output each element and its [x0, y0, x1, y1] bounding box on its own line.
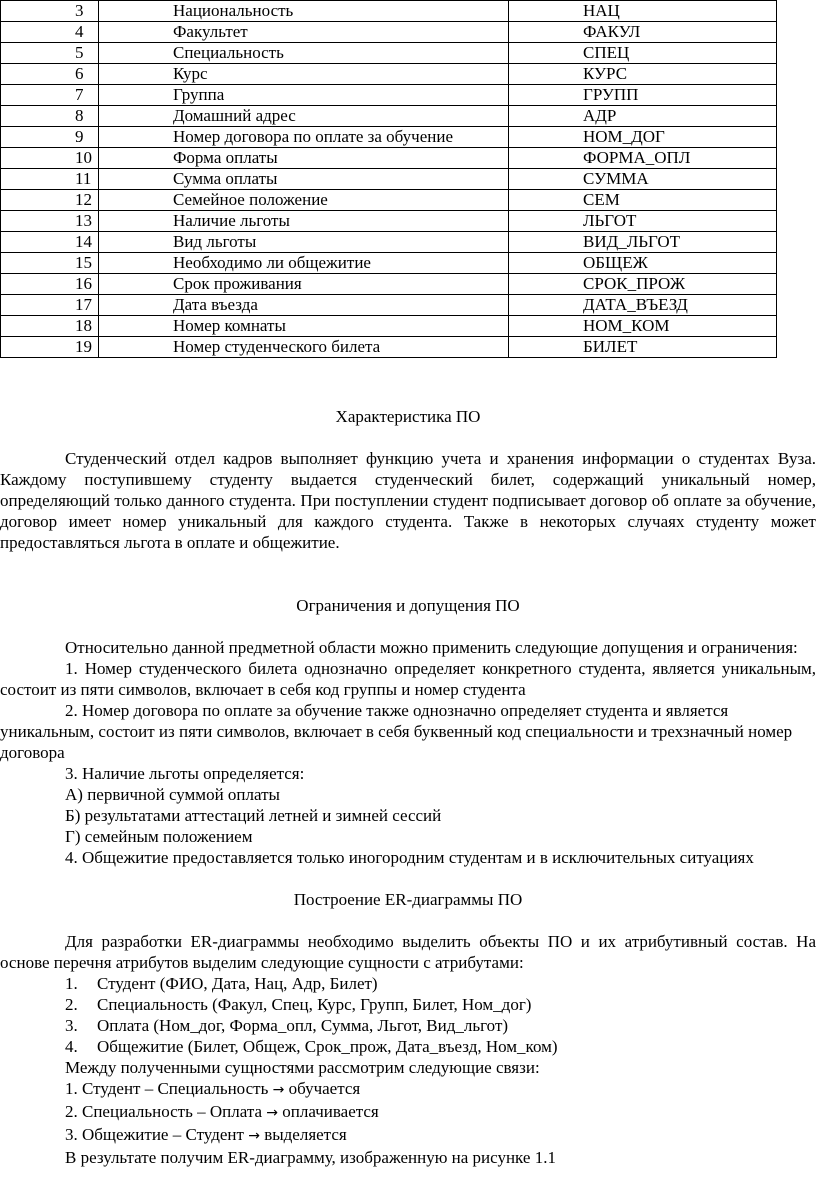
relation-item: 2. Специальность – Оплата → оплачивается [65, 1102, 379, 1121]
attribute-name-cell: Необходимо ли общежитие [99, 253, 509, 274]
constraints-intro: Относительно данной предметной области можно применить следующие допущения и ограничения: [65, 638, 798, 657]
entity-item: 2. Специальность (Факул, Спец, Курс, Групп, Билет, Ном_дог) [65, 995, 532, 1014]
constraint-item-3c: Г) семейным положением [65, 827, 253, 846]
section-title-constraints: Ограничения и допущения ПО [296, 596, 520, 615]
table-row [1, 1, 777, 22]
constraint-item-1: 1. Номер студенческого билета однозначно определяет конкретного студента, является уникальным, состоит из пяти символов, включает в себя код группы и номер студента [0, 659, 816, 699]
row-number-cell: 8 [1, 106, 99, 127]
row-number-cell: 17 [1, 295, 99, 316]
row-number-cell: 5 [1, 43, 99, 64]
attribute-name-cell: Сумма оплаты [99, 169, 509, 190]
attribute-code-cell: СРОК_ПРОЖ [509, 274, 777, 295]
row-number-cell: 14 [1, 232, 99, 253]
attribute-name-cell: Наличие льготы [99, 211, 509, 232]
row-number-cell: 11 [1, 169, 99, 190]
attribute-name-cell: Дата въезда [99, 295, 509, 316]
table-row [1, 85, 777, 106]
table-row [1, 169, 777, 190]
constraint-item-3a: А) первичной суммой оплаты [65, 785, 280, 804]
table-row [1, 64, 777, 85]
attribute-code-cell: СЕМ [509, 190, 777, 211]
row-number-cell: 15 [1, 253, 99, 274]
table-row [1, 253, 777, 274]
relations-intro: Между полученными сущностями рассмотрим следующие связи: [65, 1058, 540, 1077]
characteristics-paragraph: Студенческий отдел кадров выполняет функцию учета и хранения информации о студентах Вуза. Каждому поступившему студенту выдается студенческий билет, содержащий уникальный номер, определяющий только данного студента. При поступлении студент подписывает договор об оплате за обучение, договор имеет номер уникальный для каждого студента. Также в некоторых случаях студенту может предоставляться льгота в оплате и общежитие. [0, 449, 816, 552]
attribute-name-cell: Домашний адрес [99, 106, 509, 127]
relation-list [0, 1078, 816, 1147]
relation-item: 3. Общежитие – Студент → выделяется [65, 1125, 347, 1144]
table-row [1, 211, 777, 232]
er-conclusion: В результате получим ER-диаграмму, изображенную на рисунке 1.1 [65, 1148, 556, 1167]
attribute-code-cell: ФОРМА_ОПЛ [509, 148, 777, 169]
attribute-code-cell: СУММА [509, 169, 777, 190]
row-number-cell: 7 [1, 85, 99, 106]
attribute-name-cell: Семейное положение [99, 190, 509, 211]
arrow-right-icon: → [266, 1105, 278, 1121]
row-number-cell: 4 [1, 22, 99, 43]
attribute-code-cell: ФАКУЛ [509, 22, 777, 43]
attribute-name-cell: Номер комнаты [99, 316, 509, 337]
attribute-code-cell: БИЛЕТ [509, 337, 777, 358]
entity-item: 1. Студент (ФИО, Дата, Нац, Адр, Билет) [65, 974, 378, 993]
constraint-item-2: 2. Номер договора по оплате за обучение также однозначно определяет студента и является уникальным, состоит из пяти символов, включает в себя буквенный код специальности и трехзначный номер договора [0, 701, 793, 762]
constraint-item-3b: Б) результатами аттестаций летней и зимней сессий [65, 806, 442, 825]
constraint-item-3: 3. Наличие льготы определяется: [65, 764, 305, 783]
attribute-name-cell: Национальность [99, 1, 509, 22]
arrow-right-icon: → [272, 1082, 285, 1098]
section-title-characteristics: Характеристика ПО [335, 407, 481, 426]
relation-item: 1. Студент – Специальность → обучается [65, 1079, 361, 1098]
attributes-table-body [1, 1, 777, 358]
table-row [1, 148, 777, 169]
entity-list [0, 973, 816, 1057]
attribute-name-cell: Специальность [99, 43, 509, 64]
attribute-code-cell: ОБЩЕЖ [509, 253, 777, 274]
table-row [1, 106, 777, 127]
row-number-cell: 16 [1, 274, 99, 295]
row-number-cell: 9 [1, 127, 99, 148]
table-row [1, 43, 777, 64]
attribute-code-cell: ГРУПП [509, 85, 777, 106]
row-number-cell: 12 [1, 190, 99, 211]
attribute-code-cell: НАЦ [509, 1, 777, 22]
entity-item: 4. Общежитие (Билет, Общеж, Срок_прож, Дата_въезд, Ном_ком) [65, 1037, 558, 1056]
attribute-name-cell: Номер договора по оплате за обучение [99, 127, 509, 148]
attribute-code-cell: НОМ_ДОГ [509, 127, 777, 148]
row-number-cell: 18 [1, 316, 99, 337]
attribute-code-cell: АДР [509, 106, 777, 127]
table-row [1, 274, 777, 295]
er-intro: Для разработки ER-диаграммы необходимо выделить объекты ПО и их атрибутивный состав. На основе перечня атрибутов выделим следующие сущности с атрибутами: [0, 932, 816, 972]
section-title-er-diagram: Построение ER-диаграммы ПО [293, 890, 523, 909]
attribute-name-cell: Срок проживания [99, 274, 509, 295]
table-row [1, 22, 777, 43]
attribute-name-cell: Факультет [99, 22, 509, 43]
attribute-code-cell: КУРС [509, 64, 777, 85]
attribute-name-cell: Группа [99, 85, 509, 106]
attribute-code-cell: НОМ_КОМ [509, 316, 777, 337]
document-body [0, 406, 816, 1168]
table-row [1, 127, 777, 148]
attribute-name-cell: Форма оплаты [99, 148, 509, 169]
attribute-name-cell: Вид льготы [99, 232, 509, 253]
attribute-code-cell: ЛЬГОТ [509, 211, 777, 232]
table-row [1, 232, 777, 253]
attribute-name-cell: Номер студенческого билета [99, 337, 509, 358]
attribute-name-cell: Курс [99, 64, 509, 85]
arrow-right-icon: → [248, 1128, 260, 1144]
entity-item: 3. Оплата (Ном_дог, Форма_опл, Сумма, Льгот, Вид_льгот) [65, 1016, 509, 1035]
row-number-cell: 3 [1, 1, 99, 22]
constraint-item-4: 4. Общежитие предоставляется только иногородним студентам и в исключительных ситуациях [65, 848, 754, 867]
row-number-cell: 13 [1, 211, 99, 232]
row-number-cell: 19 [1, 337, 99, 358]
attributes-table [0, 0, 777, 358]
table-row [1, 190, 777, 211]
attribute-code-cell: СПЕЦ [509, 43, 777, 64]
table-row [1, 316, 777, 337]
attribute-code-cell: ДАТА_ВЪЕЗД [509, 295, 777, 316]
table-row [1, 337, 777, 358]
attribute-code-cell: ВИД_ЛЬГОТ [509, 232, 777, 253]
row-number-cell: 6 [1, 64, 99, 85]
row-number-cell: 10 [1, 148, 99, 169]
table-row [1, 295, 777, 316]
